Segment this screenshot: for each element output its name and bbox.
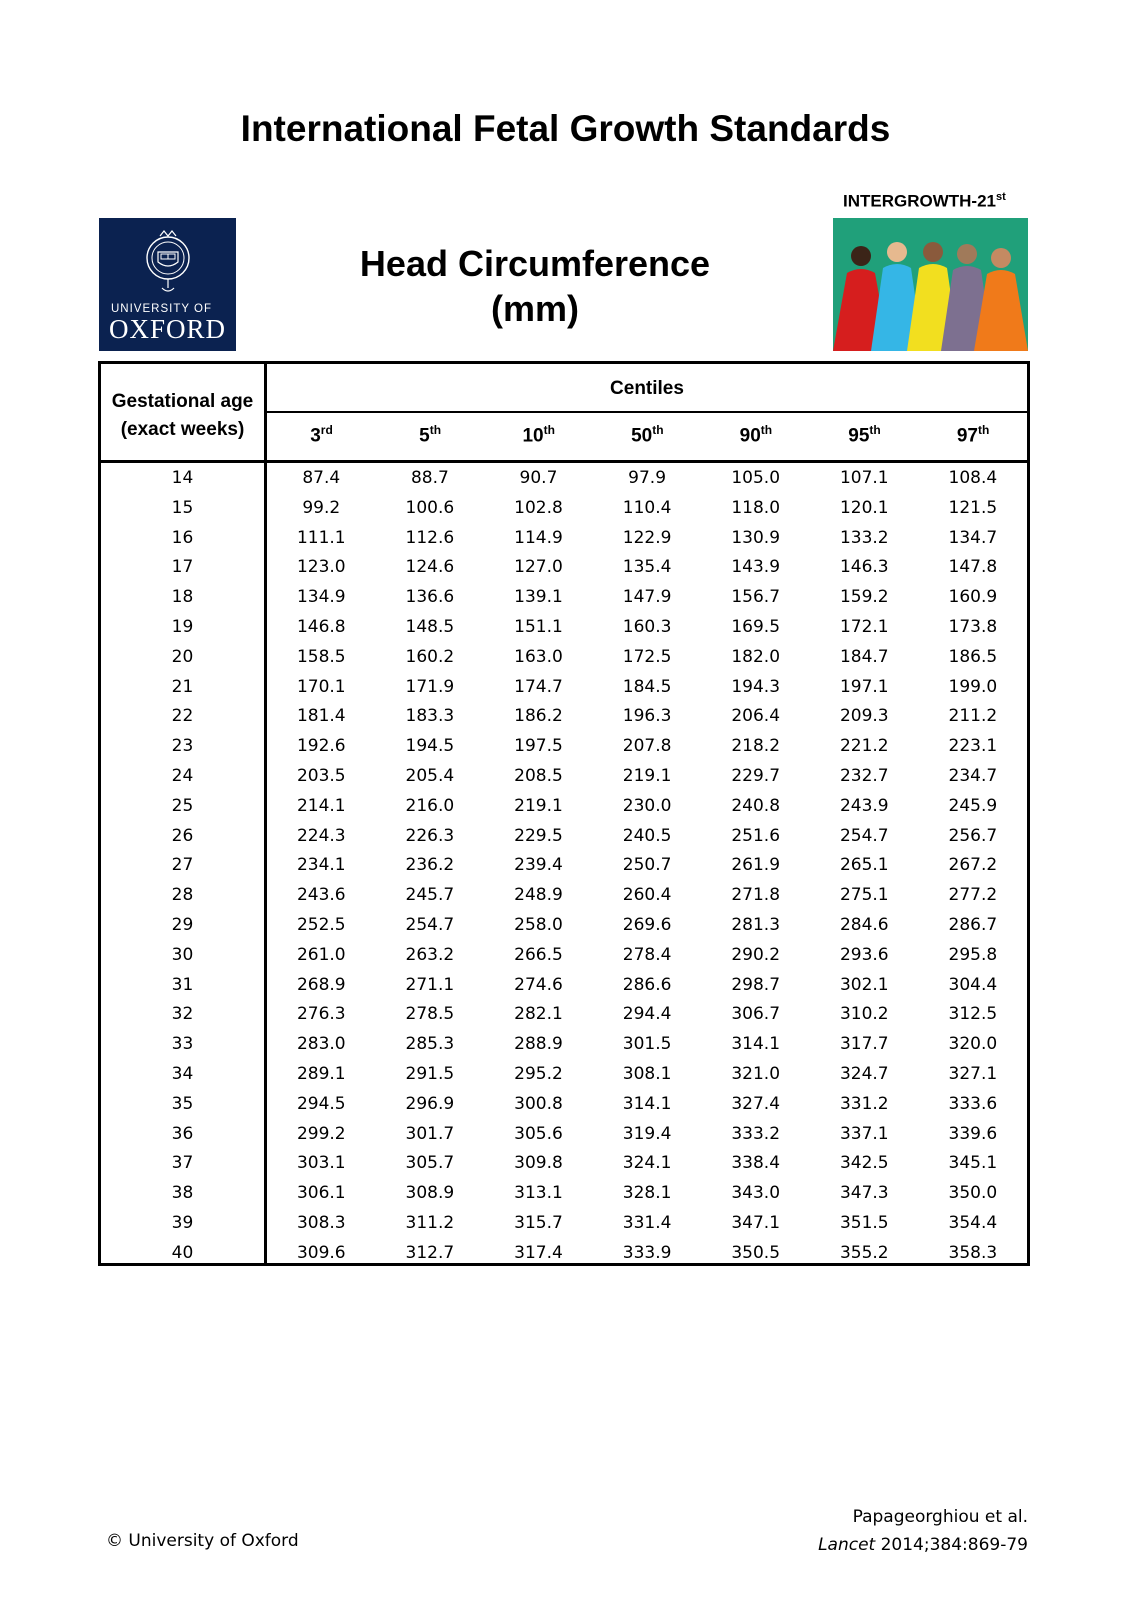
- centile-value-cell: 314.1: [622, 1093, 672, 1114]
- centile-header-95: [810, 423, 919, 447]
- centile-value-cell: 160.3: [622, 617, 672, 637]
- centile-table: [98, 361, 1030, 1266]
- gestational-week-cell: 39: [171, 1213, 194, 1233]
- centile-value-cell: 324.1: [622, 1153, 672, 1174]
- centile-value-cell: 293.6: [839, 944, 889, 965]
- centile-header-97: [919, 423, 1028, 447]
- centile-value-cell: 278.4: [622, 944, 672, 965]
- centile-value-cell: 300.8: [514, 1093, 563, 1114]
- intergrowth-label: [843, 191, 1006, 212]
- table-row: [101, 1030, 1027, 1060]
- centile-value-cell: 282.1: [514, 1004, 563, 1025]
- centile-value-cell: 278.5: [405, 1004, 455, 1025]
- centile-value-cell: 184.5: [622, 676, 672, 697]
- oxford-logo: [99, 218, 236, 351]
- centile-number: 10: [522, 425, 544, 447]
- intergrowth-label-sup: st: [996, 191, 1006, 203]
- centile-value-cell: 308.1: [622, 1064, 672, 1084]
- centile-value-cell: 127.0: [514, 557, 563, 578]
- gestational-week-cell: 24: [171, 766, 194, 786]
- gestational-week-cell: 32: [171, 1004, 194, 1025]
- centile-value-cell: 159.2: [839, 587, 889, 608]
- gestational-week-cell: 36: [171, 1123, 194, 1144]
- centile-value-cell: 338.4: [731, 1153, 781, 1174]
- gestational-week-cell: 38: [171, 1183, 194, 1204]
- table-row: [101, 1179, 1027, 1209]
- gestational-age-header: [101, 388, 264, 444]
- table-row: [101, 494, 1027, 524]
- centile-value-cell: 308.3: [296, 1213, 346, 1233]
- centile-value-cell: 294.4: [622, 1004, 672, 1025]
- gestational-week-cell: 29: [171, 915, 194, 935]
- gestational-week-cell: 34: [171, 1064, 194, 1084]
- intergrowth-women-illustration: [833, 218, 1028, 351]
- centile-value-cell: 183.3: [405, 706, 455, 727]
- centile-value-cell: 315.7: [514, 1213, 563, 1233]
- centile-value-cell: 261.9: [731, 855, 781, 876]
- centile-value-cell: 99.2: [302, 497, 341, 518]
- centile-value-cell: 226.3: [405, 825, 455, 846]
- centile-value-cell: 243.6: [296, 885, 346, 906]
- gestational-week-cell: 15: [171, 497, 194, 518]
- centile-value-cell: 107.1: [839, 468, 889, 488]
- table-row: [101, 702, 1027, 732]
- centile-value-cell: 174.7: [514, 676, 563, 697]
- centile-value-cell: 345.1: [948, 1153, 998, 1174]
- centile-value-cell: 271.8: [731, 885, 781, 906]
- centiles-header: Centiles: [610, 378, 684, 399]
- centile-value-cell: 122.9: [622, 527, 672, 548]
- citation-authors: Papageorghiou et al.: [852, 1507, 1028, 1527]
- centile-value-cell: 358.3: [948, 1242, 998, 1263]
- centile-value-cell: 339.6: [948, 1123, 998, 1144]
- centile-value-cell: 88.7: [410, 468, 449, 488]
- centile-value-cell: 312.5: [948, 1004, 998, 1025]
- centile-value-cell: 243.9: [839, 795, 889, 816]
- gestational-week-cell: 37: [171, 1153, 194, 1174]
- centile-value-cell: 256.7: [948, 825, 998, 846]
- centile-value-cell: 271.1: [405, 974, 455, 995]
- centile-value-cell: 296.9: [405, 1093, 455, 1114]
- copyright-text: © University of Oxford: [106, 1531, 299, 1551]
- centile-value-cell: 290.2: [731, 944, 781, 965]
- table-row: [101, 851, 1027, 881]
- gestational-week-cell: 28: [171, 885, 194, 906]
- centile-number: 3: [310, 425, 321, 447]
- table-divider-header: [101, 460, 1027, 463]
- centile-value-cell: 302.1: [839, 974, 889, 995]
- centile-value-cell: 147.9: [622, 587, 672, 608]
- centile-value-cell: 139.1: [514, 587, 563, 608]
- centile-value-cell: 135.4: [622, 557, 672, 578]
- centile-value-cell: 354.4: [948, 1213, 998, 1233]
- centile-value-cell: 211.2: [948, 706, 998, 727]
- centile-number: 5: [419, 425, 430, 447]
- centile-value-cell: 219.1: [514, 795, 563, 816]
- centile-value-cell: 276.3: [296, 1004, 346, 1025]
- centile-value-cell: 298.7: [731, 974, 781, 995]
- centile-value-cell: 100.6: [405, 497, 455, 518]
- gestational-week-cell: 27: [171, 855, 194, 876]
- centile-value-cell: 172.5: [622, 646, 672, 667]
- centile-value-cell: 194.3: [731, 676, 781, 697]
- centile-value-cell: 314.1: [731, 1034, 781, 1055]
- table-row: [101, 941, 1027, 971]
- centile-header-10: [484, 423, 593, 447]
- centile-value-cell: 146.3: [839, 557, 889, 578]
- centile-value-cell: 319.4: [622, 1123, 672, 1144]
- centile-value-cell: 295.2: [514, 1064, 563, 1084]
- centile-value-cell: 216.0: [405, 795, 455, 816]
- centile-value-cell: 288.9: [514, 1034, 563, 1055]
- centile-value-cell: 333.9: [622, 1242, 672, 1263]
- centile-suffix: th: [429, 423, 442, 437]
- centile-value-cell: 111.1: [296, 527, 346, 548]
- table-row: [101, 553, 1027, 583]
- gestational-week-cell: 25: [171, 795, 194, 816]
- table-row: [101, 673, 1027, 703]
- table-row: [101, 762, 1027, 792]
- centile-suffix: th: [760, 423, 773, 437]
- centile-value-cell: 223.1: [948, 736, 998, 757]
- gestational-week-cell: 18: [171, 587, 194, 608]
- centile-value-cell: 254.7: [839, 825, 889, 846]
- centile-value-cell: 309.8: [514, 1153, 563, 1174]
- centile-value-cell: 230.0: [622, 795, 672, 816]
- gestational-week-cell: 14: [171, 468, 194, 488]
- table-row: [101, 1000, 1027, 1030]
- centile-suffix: th: [543, 423, 555, 437]
- centile-value-cell: 347.3: [839, 1183, 889, 1204]
- centile-value-cell: 214.1: [296, 795, 346, 816]
- oxford-crest-icon: [144, 226, 192, 296]
- centile-value-cell: 350.5: [731, 1242, 781, 1263]
- centile-value-cell: 333.6: [948, 1093, 998, 1114]
- centile-value-cell: 186.2: [514, 706, 563, 727]
- centile-suffix: th: [869, 423, 881, 437]
- centile-value-cell: 136.6: [405, 587, 455, 608]
- oxford-logo-line2: OXFORD: [109, 314, 227, 344]
- centile-value-cell: 275.1: [839, 885, 889, 906]
- table-title: Head Circumference: [359, 243, 711, 284]
- centile-value-cell: 248.9: [514, 885, 563, 906]
- centile-value-cell: 171.9: [405, 676, 455, 697]
- centile-value-cell: 337.1: [839, 1123, 889, 1144]
- centile-value-cell: 306.1: [296, 1183, 346, 1204]
- centile-value-cell: 320.0: [948, 1034, 998, 1055]
- centile-header-50: [593, 423, 702, 447]
- centile-value-cell: 311.2: [405, 1213, 455, 1233]
- centile-value-cell: 284.6: [839, 915, 889, 935]
- gestational-week-cell: 35: [171, 1093, 194, 1114]
- table-row: [101, 1120, 1027, 1150]
- centile-value-cell: 146.8: [296, 617, 346, 637]
- centile-value-cell: 261.0: [296, 944, 346, 965]
- centile-value-cell: 317.7: [839, 1034, 889, 1055]
- page-title: International Fetal Growth Standards: [240, 108, 891, 149]
- table-row: [101, 613, 1027, 643]
- centile-value-cell: 160.2: [405, 646, 455, 667]
- centile-value-cell: 134.7: [948, 527, 998, 548]
- table-divider-centiles: [267, 411, 1027, 413]
- centile-value-cell: 254.7: [405, 915, 455, 935]
- centile-value-cell: 299.2: [296, 1123, 346, 1144]
- centile-value-cell: 331.2: [839, 1093, 889, 1114]
- centile-value-cell: 163.0: [514, 646, 563, 667]
- centile-value-cell: 218.2: [731, 736, 781, 757]
- centile-value-cell: 208.5: [514, 766, 563, 786]
- centile-value-cell: 268.9: [296, 974, 346, 995]
- centile-value-cell: 266.5: [514, 944, 563, 965]
- centile-value-cell: 114.9: [514, 527, 563, 548]
- table-row: [101, 1090, 1027, 1120]
- centile-number: 50: [631, 425, 653, 447]
- centile-value-cell: 327.1: [948, 1064, 998, 1084]
- centile-value-cell: 229.5: [514, 825, 563, 846]
- centile-value-cell: 110.4: [622, 497, 672, 518]
- centile-value-cell: 156.7: [731, 587, 781, 608]
- centile-value-cell: 158.5: [296, 646, 346, 667]
- centile-value-cell: 251.6: [731, 825, 781, 846]
- table-unit: (mm): [491, 288, 579, 329]
- centile-suffix: th: [978, 423, 990, 437]
- centile-value-cell: 343.0: [731, 1183, 781, 1204]
- centile-value-cell: 130.9: [731, 527, 781, 548]
- centile-value-cell: 342.5: [839, 1153, 889, 1174]
- gestational-week-cell: 21: [171, 676, 194, 697]
- citation-journal: Lancet: [818, 1535, 876, 1555]
- centile-value-cell: 108.4: [948, 468, 998, 488]
- centile-value-cell: 301.7: [405, 1123, 455, 1144]
- centile-value-cell: 245.9: [948, 795, 998, 816]
- gestational-week-cell: 19: [171, 617, 194, 637]
- centile-value-cell: 250.7: [622, 855, 672, 876]
- centile-value-cell: 281.3: [731, 915, 781, 935]
- centile-value-cell: 160.9: [948, 587, 998, 608]
- table-row: [101, 732, 1027, 762]
- table-row: [101, 1209, 1027, 1239]
- centile-value-cell: 313.1: [514, 1183, 563, 1204]
- centile-value-cell: 260.4: [622, 885, 672, 906]
- centile-value-cell: 277.2: [948, 885, 998, 906]
- centile-value-cell: 169.5: [731, 617, 781, 637]
- centile-value-cell: 240.5: [622, 825, 672, 846]
- gestational-age-header-line1: Gestational age: [111, 391, 254, 412]
- gestational-week-cell: 16: [171, 527, 194, 548]
- centile-value-cell: 234.1: [296, 855, 346, 876]
- centile-value-cell: 219.1: [622, 766, 672, 786]
- centile-value-cell: 197.1: [839, 676, 889, 697]
- centile-value-cell: 232.7: [839, 766, 889, 786]
- centile-value-cell: 97.9: [628, 468, 667, 488]
- centile-value-cell: 194.5: [405, 736, 455, 757]
- centile-value-cell: 308.9: [405, 1183, 455, 1204]
- centile-value-cell: 147.8: [948, 557, 998, 578]
- centile-value-cell: 199.0: [948, 676, 998, 697]
- centile-value-cell: 151.1: [514, 617, 563, 637]
- gestational-week-cell: 30: [171, 944, 194, 965]
- centile-value-cell: 170.1: [296, 676, 346, 697]
- centile-value-cell: 234.7: [948, 766, 998, 786]
- centile-value-cell: 305.7: [405, 1153, 455, 1174]
- centile-value-cell: 265.1: [839, 855, 889, 876]
- centile-value-cell: 224.3: [296, 825, 346, 846]
- centile-value-cell: 283.0: [296, 1034, 346, 1055]
- centile-suffix: rd: [320, 423, 333, 437]
- centile-value-cell: 121.5: [948, 497, 998, 518]
- centile-value-cell: 105.0: [731, 468, 781, 488]
- centile-value-cell: 182.0: [731, 646, 781, 667]
- citation-volume: 2014;384:869-79: [875, 1535, 1028, 1555]
- oxford-logo-line1: UNIVERSITY OF: [111, 303, 212, 315]
- gestational-week-cell: 17: [171, 557, 194, 578]
- centile-value-cell: 350.0: [948, 1183, 998, 1204]
- centile-value-cell: 148.5: [405, 617, 455, 637]
- centile-header-5: [376, 423, 485, 447]
- gestational-week-cell: 26: [171, 825, 194, 846]
- centile-value-cell: 196.3: [622, 706, 672, 727]
- centile-value-cell: 258.0: [514, 915, 563, 935]
- centile-value-cell: 209.3: [839, 706, 889, 727]
- centile-value-cell: 87.4: [302, 468, 341, 488]
- centile-number: 95: [848, 425, 870, 447]
- centile-value-cell: 252.5: [296, 915, 346, 935]
- table-row: [101, 822, 1027, 852]
- centile-value-cell: 291.5: [405, 1064, 455, 1084]
- table-row: [101, 1149, 1027, 1179]
- centile-value-cell: 321.0: [731, 1064, 781, 1084]
- centile-value-cell: 236.2: [405, 855, 455, 876]
- table-row: [101, 971, 1027, 1001]
- centile-value-cell: 310.2: [839, 1004, 889, 1025]
- centile-value-cell: 304.4: [948, 974, 998, 995]
- table-row: [101, 464, 1027, 494]
- centile-value-cell: 134.9: [296, 587, 346, 608]
- gestational-week-cell: 22: [171, 706, 194, 727]
- centile-value-cell: 181.4: [296, 706, 346, 727]
- centile-value-cell: 289.1: [296, 1064, 346, 1084]
- centile-value-cell: 197.5: [514, 736, 563, 757]
- centile-value-cell: 205.4: [405, 766, 455, 786]
- centile-value-cell: 240.8: [731, 795, 781, 816]
- gestational-week-cell: 23: [171, 736, 194, 757]
- centile-value-cell: 328.1: [622, 1183, 672, 1204]
- centile-value-cell: 303.1: [296, 1153, 346, 1174]
- table-row: [101, 524, 1027, 554]
- citation: [818, 1503, 1028, 1559]
- centile-value-cell: 172.1: [839, 617, 889, 637]
- centile-value-cell: 263.2: [405, 944, 455, 965]
- centile-value-cell: 331.4: [622, 1213, 672, 1233]
- centile-value-cell: 312.7: [405, 1242, 455, 1263]
- gestational-week-cell: 33: [171, 1034, 194, 1055]
- centile-value-cell: 221.2: [839, 736, 889, 757]
- centile-value-cell: 267.2: [948, 855, 998, 876]
- centile-value-cell: 309.6: [296, 1242, 346, 1263]
- centile-value-cell: 351.5: [839, 1213, 889, 1233]
- centile-value-cell: 286.7: [948, 915, 998, 935]
- centile-value-cell: 274.6: [514, 974, 563, 995]
- centile-value-cell: 245.7: [405, 885, 455, 906]
- centile-header-3: [267, 423, 376, 447]
- centile-value-cell: 286.6: [622, 974, 672, 995]
- centile-value-cell: 301.5: [622, 1034, 672, 1055]
- centile-value-cell: 306.7: [731, 1004, 781, 1025]
- table-row: [101, 643, 1027, 673]
- centile-value-cell: 186.5: [948, 646, 998, 667]
- centile-value-cell: 192.6: [296, 736, 346, 757]
- centile-value-cell: 203.5: [296, 766, 346, 786]
- centile-value-cell: 294.5: [296, 1093, 346, 1114]
- centile-value-cell: 118.0: [731, 497, 781, 518]
- centile-value-cell: 90.7: [519, 468, 558, 488]
- centile-value-cell: 184.7: [839, 646, 889, 667]
- centile-number: 90: [739, 425, 761, 447]
- centile-value-cell: 112.6: [405, 527, 455, 548]
- centile-value-cell: 285.3: [405, 1034, 455, 1055]
- centile-value-cell: 347.1: [731, 1213, 781, 1233]
- centile-value-cell: 269.6: [622, 915, 672, 935]
- centile-value-cell: 124.6: [405, 557, 455, 578]
- centile-value-cell: 143.9: [731, 557, 781, 578]
- table-row: [101, 881, 1027, 911]
- gestational-week-cell: 20: [171, 646, 194, 667]
- intergrowth-label-text: INTERGROWTH-21: [843, 191, 996, 211]
- centile-value-cell: 333.2: [731, 1123, 781, 1144]
- centile-value-cell: 173.8: [948, 617, 998, 637]
- table-row: [101, 1239, 1027, 1269]
- centile-value-cell: 295.8: [948, 944, 998, 965]
- centile-value-cell: 123.0: [296, 557, 346, 578]
- centile-value-cell: 206.4: [731, 706, 781, 727]
- citation-reference: [818, 1531, 1028, 1559]
- centile-value-cell: 229.7: [731, 766, 781, 786]
- centile-value-cell: 239.4: [514, 855, 563, 876]
- centile-suffix: th: [652, 423, 664, 437]
- centile-number: 97: [956, 425, 978, 447]
- centile-value-cell: 305.6: [514, 1123, 563, 1144]
- centile-value-cell: 327.4: [731, 1093, 781, 1114]
- centile-value-cell: 355.2: [839, 1242, 889, 1263]
- centile-value-cell: 317.4: [514, 1242, 563, 1263]
- centile-header-90: [701, 423, 810, 447]
- table-row: [101, 792, 1027, 822]
- centile-value-cell: 120.1: [839, 497, 889, 518]
- centile-value-cell: 207.8: [622, 736, 672, 757]
- gestational-week-cell: 31: [171, 974, 194, 995]
- centile-value-cell: 324.7: [839, 1064, 889, 1084]
- centile-value-cell: 102.8: [514, 497, 563, 518]
- table-row: [101, 583, 1027, 613]
- table-row: [101, 1060, 1027, 1090]
- gestational-week-cell: 40: [171, 1242, 194, 1263]
- gestational-age-header-line2: (exact weeks): [120, 419, 245, 440]
- centile-value-cell: 133.2: [839, 527, 889, 548]
- table-row: [101, 911, 1027, 941]
